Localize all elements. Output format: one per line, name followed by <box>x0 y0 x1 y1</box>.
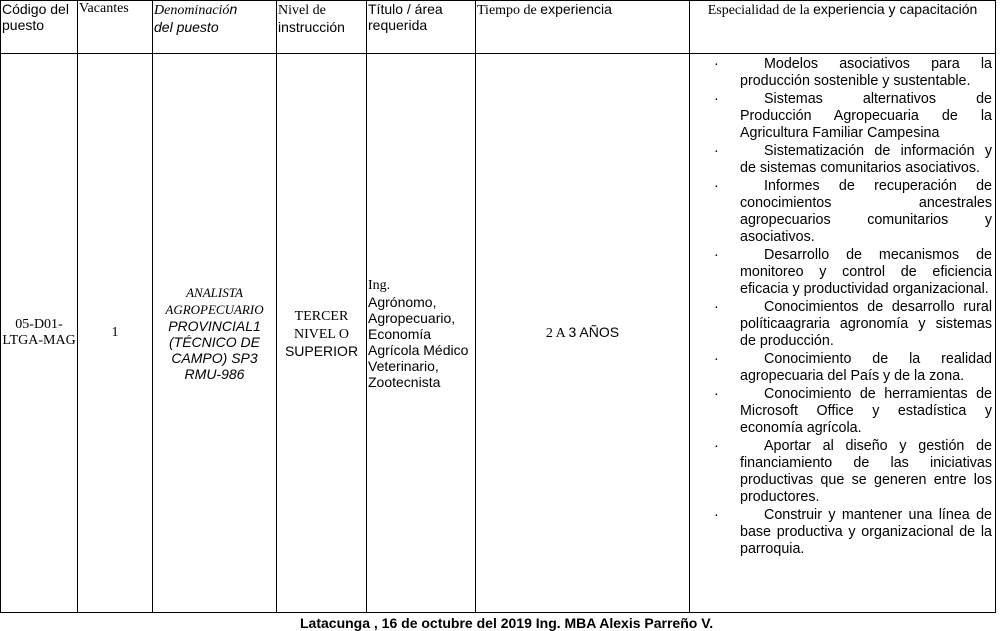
cell-tiempo <box>476 54 690 613</box>
cell-codigo: 05-D01-LTGA-MAG <box>1 54 78 613</box>
cell-vacantes: 1 <box>78 54 153 613</box>
list-item <box>690 299 995 350</box>
header-denominacion <box>153 1 277 54</box>
list-item <box>690 351 995 385</box>
header-tiempo-part-a: Tiempo de <box>477 3 541 18</box>
list-item-text: Aportar al diseño y gestión de financiamiento de las iniciativas productivas que se generen entre los productores. <box>740 438 992 505</box>
header-nivel-part-b: instrucción <box>278 19 345 35</box>
list-item <box>690 178 995 246</box>
list-item <box>690 56 995 90</box>
header-tiempo <box>476 1 690 54</box>
header-codigo: Código del puesto <box>1 1 78 54</box>
cell-titulo-part-b: Agrónomo, Agropecuario, Economía Agrícola Médico Veterinario, Zootecnista <box>368 294 469 390</box>
bullet-icon: · <box>714 299 719 315</box>
cell-titulo-part-a: Ing. <box>368 278 391 293</box>
list-item <box>690 143 995 177</box>
signature-line: Latacunga , 16 de octubre del 2019 Ing. MBA Alexis Parreño V. <box>300 615 714 631</box>
header-denominacion-part-b: n <box>229 1 238 17</box>
cell-nivel-part-a: TERCER NIVEL O <box>293 309 350 342</box>
cell-nivel <box>277 54 367 613</box>
header-especialidad-part-a: Especialidad de la <box>707 3 814 18</box>
list-item <box>690 386 995 437</box>
list-item <box>690 91 995 142</box>
especialidad-list <box>690 54 995 558</box>
list-item-text: Desarrollo de mecanismos de monitoreo y control de eficiencia eficacia y productividad organizacional. <box>740 247 992 297</box>
header-denominacion-part-c: del puesto <box>154 19 219 35</box>
list-item-text: Conocimiento de herramientas de Microsoft Office y estadística y economía agrícola. <box>740 386 992 436</box>
cell-tiempo-part-b: 3 AÑOS <box>568 324 620 340</box>
header-titulo: Título / área requerida <box>367 1 476 54</box>
list-item-text: Modelos asociativos para la producción sostenible y sustentable. <box>740 56 992 89</box>
list-item <box>690 507 995 558</box>
bullet-icon: · <box>714 247 719 263</box>
header-especialidad-part-b: experiencia y capacitación <box>813 1 978 17</box>
cell-denominacion <box>153 54 277 613</box>
bullet-icon: · <box>714 143 719 159</box>
list-item-text: Sistemas alternativos de Producción Agropecuaria de la Agricultura Familiar Campesina <box>740 91 992 141</box>
bullet-icon: · <box>714 178 719 194</box>
bullet-icon: · <box>714 386 719 402</box>
cell-denominacion-part-a: ANALISTA AGROPECUARIO <box>165 285 264 317</box>
header-denominacion-part-a: Denominació <box>154 3 230 18</box>
list-item-text: Conocimientos de desarrollo rural políticaagraria agronomía y sistemas de producción. <box>740 299 992 349</box>
bullet-icon: · <box>714 56 719 72</box>
header-vacantes: Vacantes <box>78 1 153 54</box>
list-item-text: Sistematización de información y de sistemas comunitarios asociativos. <box>740 143 992 176</box>
list-item <box>690 247 995 298</box>
list-item <box>690 438 995 506</box>
cell-tiempo-part-a: 2 A <box>545 326 569 341</box>
header-row <box>1 1 996 54</box>
bullet-icon: · <box>714 351 719 367</box>
bullet-icon: · <box>714 91 719 107</box>
list-item-text: Informes de recuperación de conocimientos ancestrales agropecuarios comunitarios y asociativos. <box>740 178 992 245</box>
bullet-icon: · <box>714 507 719 523</box>
header-tiempo-part-b: experiencia <box>540 1 612 17</box>
table-row <box>1 54 996 613</box>
header-nivel <box>277 1 367 54</box>
header-especialidad <box>690 1 996 54</box>
cell-titulo <box>367 54 476 613</box>
cell-especialidad <box>690 54 996 613</box>
cell-nivel-part-b: SUPERIOR <box>284 343 359 359</box>
header-nivel-part-a: Nivel de <box>278 3 326 18</box>
cell-denominacion-part-b: PROVINCIAL1 (TÉCNICO DE CAMPO) SP3 RMU-986 <box>168 318 261 382</box>
list-item-text: Construir y mantener una línea de base productiva y organizacional de la parroquia. <box>740 507 992 557</box>
bullet-icon: · <box>714 438 719 454</box>
list-item-text: Conocimiento de la realidad agropecuaria del País y de la zona. <box>740 351 992 384</box>
